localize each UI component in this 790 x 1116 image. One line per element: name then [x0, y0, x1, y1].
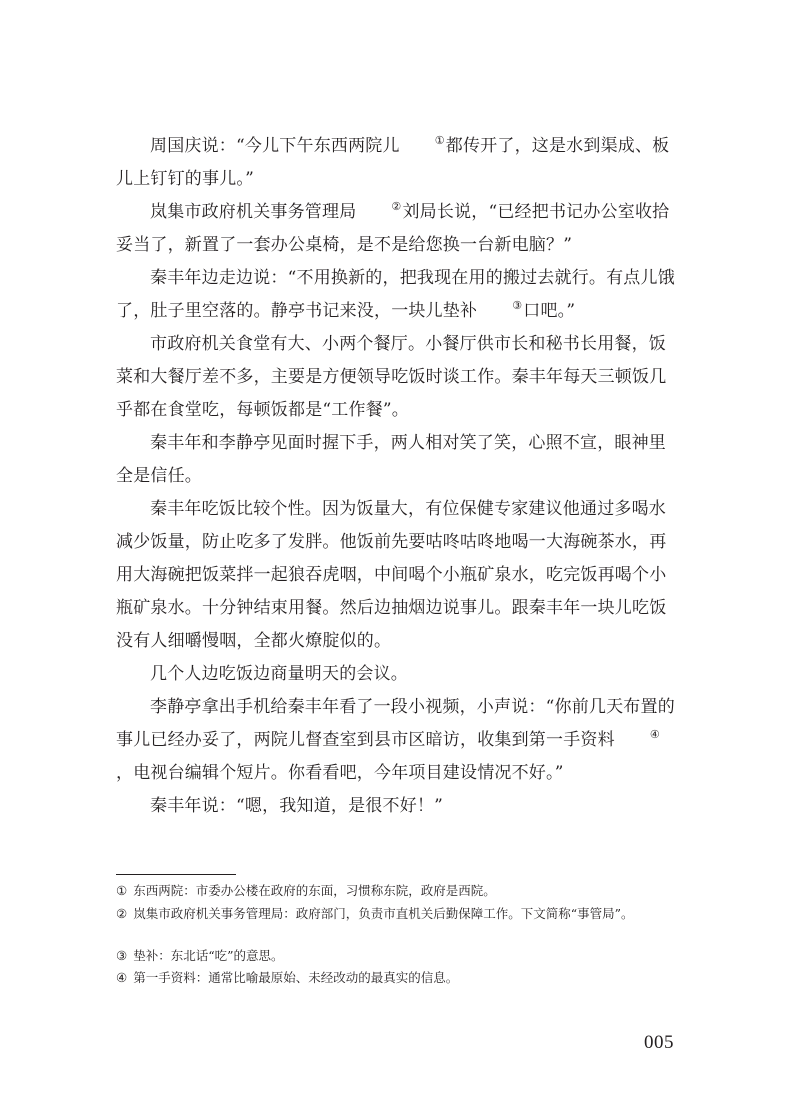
footnote-text: 垫补：东北话“吃”的意思。 [133, 948, 284, 963]
paragraph: 市政府机关食堂有大、小两个餐厅。小餐厅供市长和秘书长用餐，饭菜和大餐厅差不多，主要是方便领导吃饭时谈工作。秦丰年每天三顿饭几乎都在食堂吃，每顿饭都是“工作餐”。 [116, 334, 667, 420]
footnote-divider [116, 874, 236, 875]
footnote-text: 岚集市政府机关事务管理局：政府部门，负责市直机关后勤保障工作。下文简称“事管局”。 [133, 906, 634, 921]
footnote [116, 968, 682, 987]
footnote [116, 946, 682, 965]
paragraph: 李静亭拿出手机给秦丰年看了一段小视频，小声说：“你前几天布置的事儿已经办妥了，两院儿督查室到县市区暗访，收集到第一手资料 ④，电视台编辑个短片。你看看吧，今年项目建设情况不好。” [116, 697, 675, 783]
paragraph: 周国庆说：“今儿下午东西两院儿 ①都传开了，这是水到渠成、板儿上钉钉的事儿。” [116, 134, 670, 189]
footnote [116, 904, 682, 923]
footnote [116, 881, 682, 900]
paragraph: 岚集市政府机关事务管理局 ②刘局长说，“已经把书记办公室收拾妥当了，新置了一套办公桌椅，是不是给您换一台新电脑？” [116, 200, 670, 255]
paragraph: 秦丰年说：“嗯，我知道，是很不好！” [150, 796, 443, 816]
footnote-number: ④ [116, 970, 128, 985]
paragraph: 秦丰年边走边说：“不用换新的，把我现在用的搬过去就行。有点儿饿了，肚子里空落的。静亭书记来没，一块儿垫补 ③口吧。” [116, 268, 675, 321]
paragraph: 几个人边吃饭边商量明天的会议。 [150, 664, 408, 684]
footnote-text: 第一手资料：通常比喻最原始、未经改动的最真实的信息。 [133, 970, 459, 985]
footnote-number: ③ [116, 948, 128, 963]
footnote-number: ① [116, 883, 128, 898]
footnote-text: 东西两院：市委办公楼在政府的东面，习惯称东院，政府是西院。 [133, 883, 496, 898]
page-number: 005 [644, 1032, 674, 1053]
paragraph: 秦丰年和李静亭见面时握下手，两人相对笑了笑，心照不宣，眼神里全是信任。 [116, 433, 666, 486]
footnote-number: ② [116, 906, 128, 921]
paragraph: 秦丰年吃饭比较个性。因为饭量大，有位保健专家建议他通过多喝水减少饭量，防止吃多了发胖。他饭前先要咕咚咕咚地喝一大海碗茶水，再用大海碗把饭菜拌一起狼吞虎咽，中间喝个小瓶矿泉水，吃完饭再喝个小瓶矿泉水。十分钟结束用餐。然后边抽烟边说事儿。跟秦丰年一块儿吃饭没有人细嚼慢咽，全都火燎腚似的。 [116, 499, 667, 651]
